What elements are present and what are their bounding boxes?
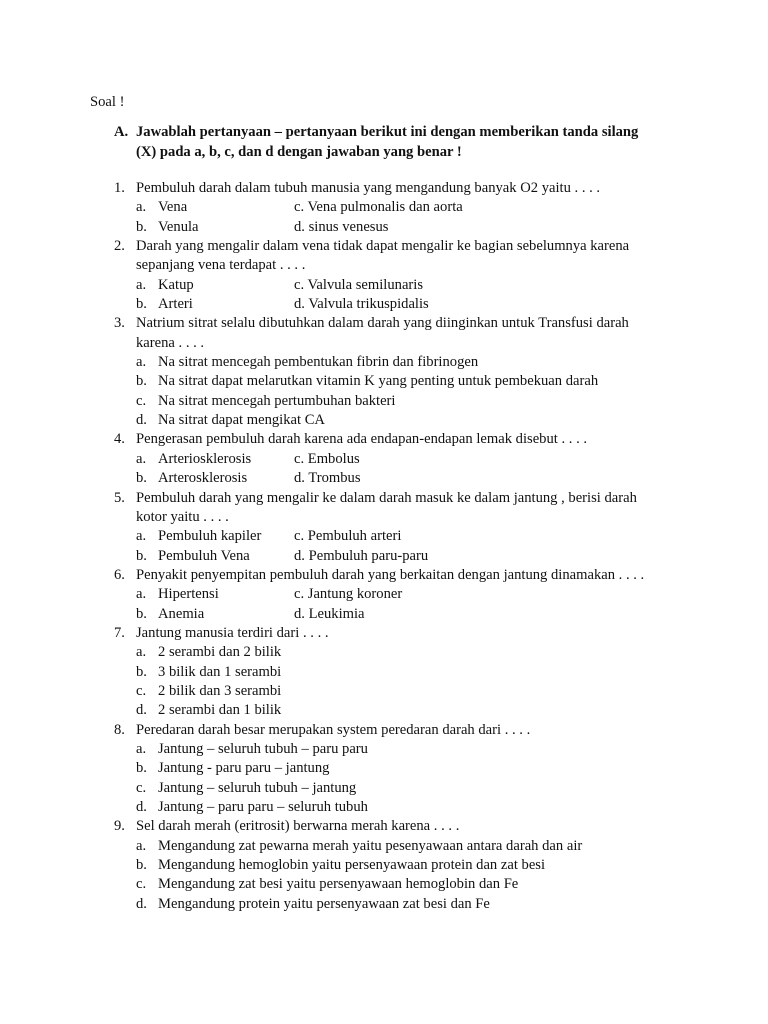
question-item — [114, 817, 674, 914]
question-item — [114, 237, 674, 314]
question-number: 4. — [114, 431, 125, 448]
question-item — [114, 314, 674, 430]
option-letter: c. — [136, 876, 147, 893]
option-text: Venula — [158, 218, 199, 235]
option-letter: b. — [136, 547, 147, 564]
question-item — [114, 721, 674, 818]
answer-options — [136, 450, 674, 489]
option-text: Mengandung protein yaitu persenyawaan zat besi dan Fe — [158, 895, 490, 912]
option-letter: d. — [136, 412, 147, 429]
option-text: Jantung - paru paru – jantung — [158, 760, 330, 777]
answer-options — [136, 585, 674, 624]
option-text: c. Pembuluh arteri — [294, 528, 402, 545]
option-letter: b. — [136, 857, 147, 874]
option-text: 2 serambi dan 2 bilik — [158, 644, 282, 661]
option-letter: a. — [136, 740, 147, 757]
answer-option — [136, 701, 674, 720]
option-letter: a. — [136, 837, 147, 854]
answer-option — [294, 218, 554, 237]
option-text: Mengandung zat pewarna merah yaitu pesenyawaan antara darah dan air — [158, 837, 583, 854]
answer-option — [294, 585, 554, 604]
answer-options — [136, 643, 674, 720]
option-text: c. Valvula semilunaris — [294, 276, 424, 293]
answer-option — [136, 779, 674, 798]
section-instruction-line: (X) pada a, b, c, dan d dengan jawaban yang benar ! — [136, 144, 462, 160]
answer-option — [136, 392, 674, 411]
option-text: d. Leukimia — [294, 605, 365, 622]
question-item — [114, 430, 674, 488]
option-letter: d. — [136, 702, 147, 719]
option-letter: a. — [136, 354, 147, 371]
option-text: Arteriosklerosis — [158, 450, 252, 467]
option-text: c. Vena pulmonalis dan aorta — [294, 199, 463, 216]
answer-option — [294, 198, 554, 217]
option-letter: a. — [136, 450, 147, 467]
answer-options — [136, 353, 674, 430]
option-letter: c. — [136, 682, 147, 699]
option-letter: a. — [136, 199, 147, 216]
answer-options — [136, 198, 674, 237]
option-text: Jantung – seluruh tubuh – paru paru — [158, 740, 368, 757]
question-text: kotor yaitu . . . . — [136, 508, 229, 525]
option-letter: d. — [136, 799, 147, 815]
option-text: Na sitrat dapat mengikat CA — [158, 412, 325, 429]
question-text: Natrium sitrat selalu dibutuhkan dalam darah yang diinginkan untuk Transfusi darah — [136, 315, 629, 332]
question-number: 1. — [114, 180, 125, 196]
question-number: 5. — [114, 489, 125, 506]
answer-option — [136, 605, 294, 624]
section-instructions — [136, 122, 696, 162]
question-list — [114, 179, 674, 914]
option-letter: a. — [136, 276, 147, 293]
option-text: d. sinus venesus — [294, 218, 389, 235]
option-text: Katup — [158, 276, 194, 293]
option-letter: a. — [136, 586, 147, 603]
option-letter: b. — [136, 470, 147, 487]
answer-option — [294, 605, 554, 624]
option-letter: b. — [136, 760, 147, 777]
answer-options — [136, 276, 674, 315]
question-text: Peredaran darah besar merupakan system peredaran darah dari . . . . — [136, 721, 531, 738]
answer-option — [294, 469, 554, 488]
option-text: Pembuluh Vena — [158, 547, 250, 564]
question-item — [114, 179, 674, 237]
section-marker: A. — [114, 124, 129, 140]
option-letter: d. — [136, 895, 147, 912]
answer-option — [294, 276, 554, 295]
option-text: d. Pembuluh paru-paru — [294, 547, 429, 564]
answer-option — [136, 547, 294, 566]
option-text: Na sitrat mencegah pertumbuhan bakteri — [158, 392, 396, 409]
answer-option — [294, 295, 554, 314]
option-letter: a. — [136, 528, 147, 545]
option-letter: b. — [136, 296, 147, 313]
question-text: karena . . . . — [136, 334, 205, 351]
answer-option — [136, 837, 674, 856]
question-text: Pembuluh darah dalam tubuh manusia yang mengandung banyak O2 yaitu . . . . — [136, 180, 601, 196]
option-letter: a. — [136, 644, 147, 661]
option-text: 3 bilik dan 1 serambi — [158, 663, 282, 680]
answer-option — [136, 218, 294, 237]
answer-option — [136, 663, 674, 682]
question-number: 3. — [114, 315, 125, 332]
option-text: Na sitrat dapat melarutkan vitamin K yang penting untuk pembekuan darah — [158, 373, 599, 390]
option-text: Hipertensi — [158, 586, 219, 603]
answer-option — [136, 450, 294, 469]
option-text: Arteri — [158, 296, 193, 313]
answer-option — [136, 740, 674, 759]
answer-option — [136, 372, 674, 391]
option-text: Pembuluh kapiler — [158, 528, 262, 545]
option-text: Anemia — [158, 605, 205, 622]
question-text: Pengerasan pembuluh darah karena ada endapan-endapan lemak disebut . . . . — [136, 431, 588, 448]
option-letter: b. — [136, 373, 147, 390]
option-letter: b. — [136, 605, 147, 622]
answer-option — [136, 411, 674, 430]
answer-option — [294, 450, 554, 469]
answer-option — [136, 276, 294, 295]
question-text: Sel darah merah (eritrosit) berwarna merah karena . . . . — [136, 818, 460, 835]
question-text: Jantung manusia terdiri dari . . . . — [136, 624, 329, 641]
answer-option — [136, 295, 294, 314]
question-text: sepanjang vena terdapat . . . . — [136, 257, 306, 274]
answer-option — [136, 643, 674, 662]
answer-option — [136, 682, 674, 701]
question-item — [114, 489, 674, 566]
option-text: Na sitrat mencegah pembentukan fibrin dan fibrinogen — [158, 354, 479, 371]
answer-options — [136, 527, 674, 566]
page-title: Soal ! — [90, 94, 125, 110]
option-text: c. Jantung koroner — [294, 586, 403, 603]
section-instruction-line: Jawablah pertanyaan – pertanyaan berikut ini dengan memberikan tanda silang — [136, 124, 639, 140]
answer-option — [136, 198, 294, 217]
option-text: Jantung – paru paru – seluruh tubuh — [158, 799, 368, 815]
answer-options — [136, 837, 674, 914]
answer-option — [136, 759, 674, 778]
option-text: 2 serambi dan 1 bilik — [158, 702, 282, 719]
answer-option — [136, 527, 294, 546]
question-text: Penyakit penyempitan pembuluh darah yang berkaitan dengan jantung dinamakan . . . . — [136, 566, 645, 583]
answer-options — [136, 740, 674, 817]
option-text: Vena — [158, 199, 188, 216]
option-text: Mengandung zat besi yaitu persenyawaan hemoglobin dan Fe — [158, 876, 519, 893]
question-number: 2. — [114, 238, 125, 255]
answer-option — [136, 875, 674, 894]
answer-option — [136, 353, 674, 372]
answer-option — [294, 547, 554, 566]
option-text: d. Trombus — [294, 470, 361, 487]
option-text: Mengandung hemoglobin yaitu persenyawaan protein dan zat besi — [158, 857, 546, 874]
option-letter: c. — [136, 779, 147, 796]
option-text: 2 bilik dan 3 serambi — [158, 682, 282, 699]
question-number: 6. — [114, 566, 125, 583]
option-letter: c. — [136, 392, 147, 409]
answer-option — [136, 856, 674, 875]
option-text: Jantung – seluruh tubuh – jantung — [158, 779, 357, 796]
question-text: Darah yang mengalir dalam vena tidak dapat mengalir ke bagian sebelumnya karena — [136, 238, 630, 255]
option-text: d. Valvula trikuspidalis — [294, 296, 429, 313]
question-item — [114, 566, 674, 624]
question-number: 7. — [114, 624, 125, 641]
answer-option — [136, 469, 294, 488]
answer-option — [136, 585, 294, 604]
question-number: 9. — [114, 818, 125, 835]
option-text: c. Embolus — [294, 450, 360, 467]
question-number: 8. — [114, 721, 125, 738]
option-letter: b. — [136, 218, 147, 235]
option-text: Arterosklerosis — [158, 470, 248, 487]
answer-option — [294, 527, 554, 546]
option-letter: b. — [136, 663, 147, 680]
answer-option — [136, 895, 674, 914]
answer-option — [136, 798, 674, 817]
question-item — [114, 624, 674, 721]
question-text: Pembuluh darah yang mengalir ke dalam darah masuk ke dalam jantung , berisi darah — [136, 489, 637, 506]
